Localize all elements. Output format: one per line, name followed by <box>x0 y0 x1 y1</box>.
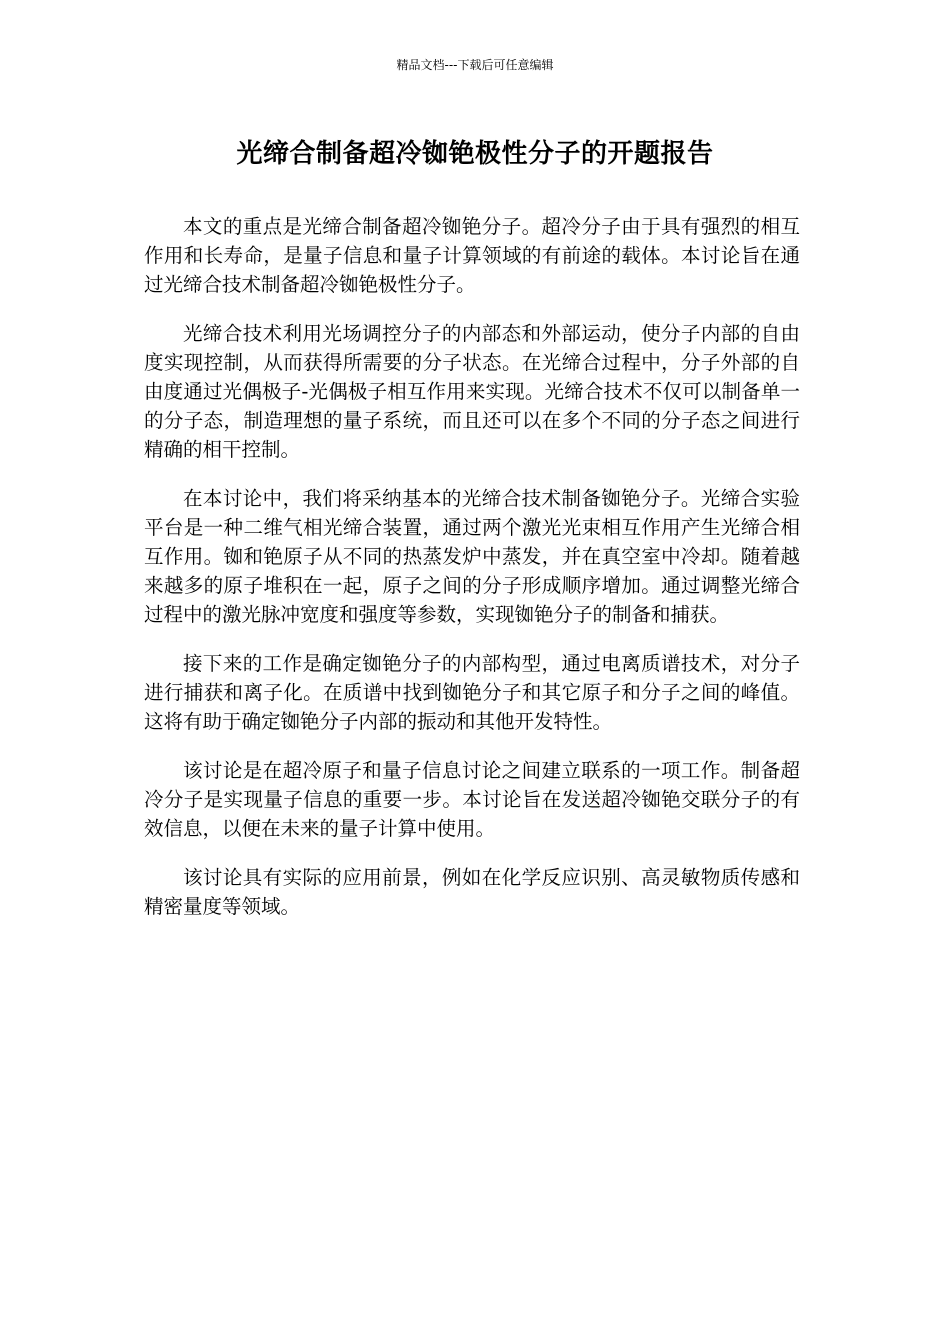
page-header: 精品文档---下载后可任意编辑 <box>396 58 554 72</box>
paragraph-6: 该讨论具有实际的应用前景，例如在化学反应识别、高灵敏物质传感和精密量度等领域。 <box>144 866 800 918</box>
paragraph-1: 本文的重点是光缔合制备超冷铷铯分子。超冷分子由于具有强烈的相互作用和长寿命，是量子信息和量子计算领域的有前途的载体。本讨论旨在通过光缔合技术制备超冷铷铯极性分子。 <box>144 215 800 296</box>
document-body <box>144 212 800 941</box>
paragraph-4: 接下来的工作是确定铷铯分子的内部构型，通过电离质谱技术，对分子进行捕获和离子化。在质谱中找到铷铯分子和其它原子和分子之间的峰值。这将有助于确定铷铯分子内部的振动和其他开发特性。 <box>144 652 800 733</box>
paragraph-5: 该讨论是在超冷原子和量子信息讨论之间建立联系的一项工作。制备超冷分子是实现量子信息的重要一步。本讨论旨在发送超冷铷铯交联分子的有效信息，以便在未来的量子计算中使用。 <box>144 759 800 840</box>
document-title: 光缔合制备超冷铷铯极性分子的开题报告 <box>236 139 714 169</box>
paragraph-3: 在本讨论中，我们将采纳基本的光缔合技术制备铷铯分子。光缔合实验平台是一种二维气相光缔合装置，通过两个激光光束相互作用产生光缔合相互作用。铷和铯原子从不同的热蒸发炉中蒸发，并在真空室中冷却。随着越来越多的原子堆积在一起，原子之间的分子形成顺序增加。通过调整光缔合过程中的激光脉冲宽度和强度等参数，实现铷铯分子的制备和捕获。 <box>144 487 800 626</box>
paragraph-2: 光缔合技术利用光场调控分子的内部态和外部运动，使分子内部的自由度实现控制，从而获得所需要的分子状态。在光缔合过程中，分子外部的自由度通过光偶极子-光偶极子相互作用来实现。光缔合技术不仅可以制备单一的分子态，制造理想的量子系统，而且还可以在多个不同的分子态之间进行精确的相干控制。 <box>144 322 800 461</box>
